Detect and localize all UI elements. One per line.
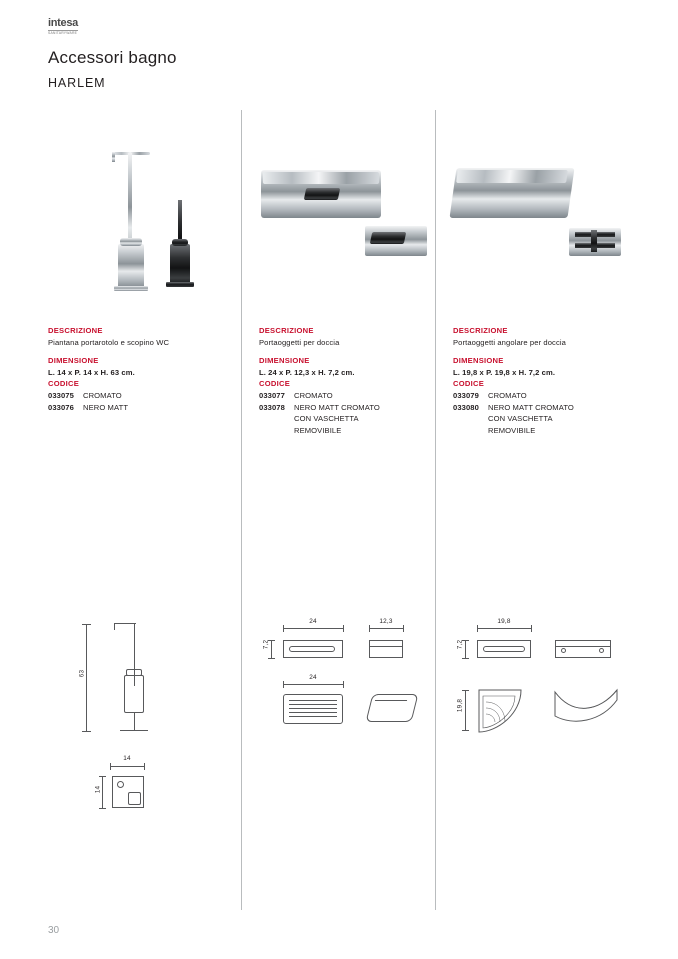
dimension-depth: 14 [94,785,102,794]
code-finish: NERO MATT [83,402,129,412]
dimension-width: 19,8 [497,618,511,625]
code-finish: NERO MATT CROMATO [294,402,380,412]
code-finish: CROMATO [294,390,333,400]
dimension-width: 14 [123,755,131,762]
code-number: 033075 [48,390,74,400]
label-dimensione: DIMENSIONE [259,356,310,366]
brand-logo-text: intesa [48,17,78,29]
label-codice: CODICE [453,379,485,389]
code-row [48,390,238,402]
dimension-width: 24 [309,618,317,625]
column-divider-1 [241,110,242,910]
dimension-height: 7,2 [262,639,270,650]
dimension-height: 7,2 [456,639,464,650]
code-finish: NERO MATT CROMATO [488,402,574,412]
label-descrizione: DESCRIZIONE [259,326,314,335]
description-block-1 [48,325,238,413]
page-subtitle: HARLEM [48,76,106,90]
code-row [259,402,449,414]
product-photo-2 [259,140,444,315]
code-number: 033076 [48,402,74,412]
code-number: 033079 [453,390,479,400]
value-descrizione: Portaoggetti per doccia [259,337,340,347]
dimension-depth: 12,3 [379,618,393,625]
code-row [48,402,238,414]
code-number: 033078 [259,402,285,412]
corner-perspective-shape [553,686,625,740]
description-block-3 [453,325,643,436]
code-row [453,390,643,402]
label-dimensione: DIMENSIONE [48,356,99,366]
code-finish-extra: REMOVIBILE [488,425,536,435]
value-dimensione: L. 14 x P. 14 x H. 63 cm. [48,367,135,377]
brand-logo [48,18,86,38]
product-photo-1 [48,140,233,315]
value-dimensione: L. 24 x P. 12,3 x H. 7,2 cm. [259,367,355,377]
code-finish: CROMATO [83,390,122,400]
dimension-width-top: 24 [309,674,317,681]
value-descrizione: Portaoggetti angolare per doccia [453,337,566,347]
label-dimensione: DIMENSIONE [453,356,504,366]
description-block-2 [259,325,449,436]
code-finish-extra: REMOVIBILE [294,425,342,435]
label-descrizione: DESCRIZIONE [453,326,508,335]
code-finish: CROMATO [488,390,527,400]
value-descrizione: Piantana portarotolo e scopino WC [48,337,170,347]
label-codice: CODICE [259,379,291,389]
corner-plan-shape [477,688,541,744]
brand-logo-tagline: SANITARYWARE [48,31,78,35]
dimension-depth: 19,8 [456,698,464,713]
code-number: 033077 [259,390,285,400]
code-finish-extra: CON VASCHETTA [488,414,553,424]
value-dimensione: L. 19,8 x P. 19,8 x H. 7,2 cm. [453,367,556,377]
code-row [453,402,643,414]
code-finish-extra: CON VASCHETTA [294,414,359,424]
dimension-height: 63 [78,669,86,678]
product-photo-3 [453,140,638,315]
page-number: 30 [48,925,60,936]
label-descrizione: DESCRIZIONE [48,326,103,335]
code-number: 033080 [453,402,479,412]
code-row [259,390,449,402]
page-title: Accessori bagno [48,48,177,67]
label-codice: CODICE [48,379,80,389]
